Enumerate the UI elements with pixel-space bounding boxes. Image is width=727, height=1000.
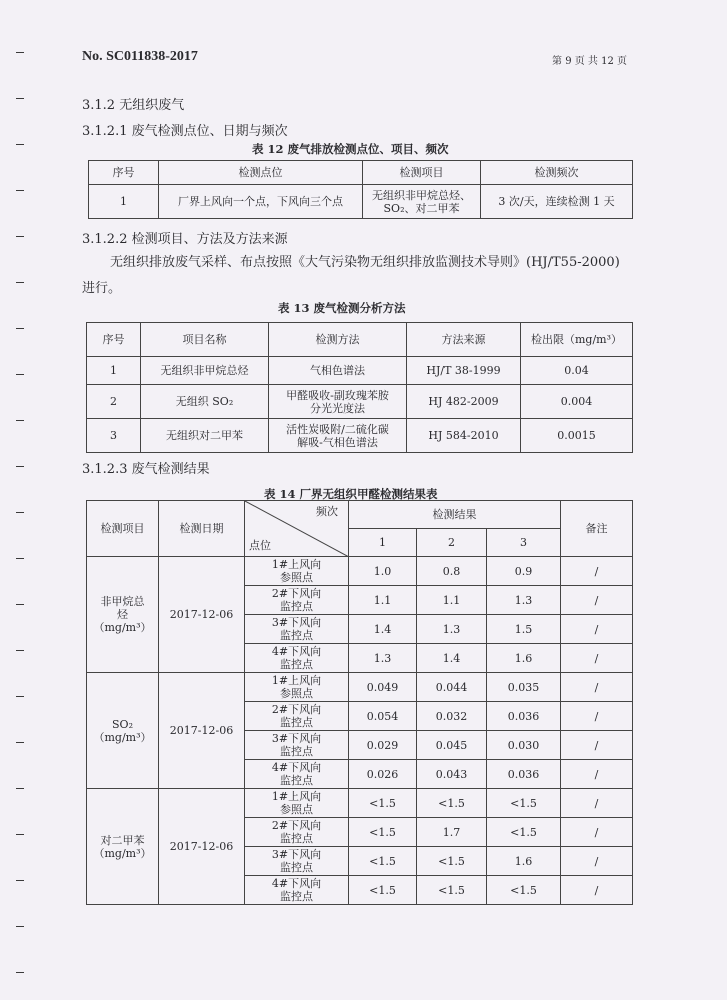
table14-value-2: 1.1 <box>417 586 487 615</box>
table13 <box>86 322 633 453</box>
table14-point-label: 4#下风向 <box>271 877 322 890</box>
table14-item-label: 对二甲苯 <box>100 833 145 847</box>
table14-point-cell <box>245 818 349 847</box>
table14-point-label: 2#下风向 <box>271 819 322 832</box>
table14-point-cell <box>245 876 349 905</box>
table13-row1-source: HJ/T 38-1999 <box>407 357 521 385</box>
table12-header-no: 序号 <box>89 161 159 185</box>
section-heading-3-1-2-1: 3.1.2.1 废气检测点位、日期与频次 <box>82 124 288 139</box>
table14-header-remark: 备注 <box>561 501 633 557</box>
table12-cell-point: 厂界上风向一个点，下风向三个点 <box>159 185 363 219</box>
table14-header-n3: 3 <box>487 529 561 557</box>
table14-value-3: <1.5 <box>487 818 561 847</box>
table14-remark: / <box>561 702 633 731</box>
table13-row1-no: 1 <box>87 357 141 385</box>
table14-value-3: 1.6 <box>487 644 561 673</box>
table13-row2-limit: 0.004 <box>521 385 633 419</box>
table14-point-cell <box>245 615 349 644</box>
table12-header-item: 检测项目 <box>363 161 481 185</box>
table14-point-cell <box>245 789 349 818</box>
table14-point-cell <box>245 644 349 673</box>
table14-header-item: 检测项目 <box>87 501 159 557</box>
table14-value-3: <1.5 <box>487 789 561 818</box>
table12 <box>88 160 633 219</box>
table14-point-label: 2#下风向 <box>271 703 322 716</box>
table14-header-freq: 频次 <box>316 505 338 518</box>
table13-row2-method-line1: 甲醛吸收-副玫瑰苯胺 <box>286 388 389 402</box>
table14-header-diagonal <box>245 501 349 557</box>
table14-remark: / <box>561 557 633 586</box>
table12-caption: 表 12 废气排放检测点位、项目、频次 <box>252 142 449 156</box>
table14-header-point: 点位 <box>249 539 271 552</box>
table14-value-1: <1.5 <box>349 847 417 876</box>
table14-item-cell <box>87 673 159 789</box>
table14-value-3: 0.036 <box>487 702 561 731</box>
table13-row2-method-line2: 分光光度法 <box>310 401 365 415</box>
table14-point-label: 3#下风向 <box>271 616 322 629</box>
table14-value-1: 1.1 <box>349 586 417 615</box>
table14-value-3: 0.030 <box>487 731 561 760</box>
table12-header-point: 检测点位 <box>159 161 363 185</box>
table14-caption: 表 14 厂界无组织甲醛检测结果表 <box>264 487 438 501</box>
table14-point-cell <box>245 586 349 615</box>
table14-point-label: 3#下风向 <box>271 732 322 745</box>
table13-header-source: 方法来源 <box>407 323 521 357</box>
table14-point-cell <box>245 731 349 760</box>
table14-point-label: 监控点 <box>280 861 313 874</box>
table14-value-2: 0.044 <box>417 673 487 702</box>
table14-value-1: <1.5 <box>349 818 417 847</box>
table13-header-no: 序号 <box>87 323 141 357</box>
table13-row3-name: 无组织对二甲苯 <box>141 419 269 453</box>
table12-item-line1: 无组织非甲烷总烃、 <box>372 188 471 202</box>
table14-remark: / <box>561 876 633 905</box>
table14-value-1: 1.4 <box>349 615 417 644</box>
table14 <box>86 500 633 905</box>
table13-header-name: 项目名称 <box>141 323 269 357</box>
table14-value-2: 0.8 <box>417 557 487 586</box>
table14-value-2: 0.043 <box>417 760 487 789</box>
paragraph-line1: 无组织排放废气采样、布点按照《大气污染物无组织排放监测技术导则》(HJ/T55-2000) <box>110 255 620 270</box>
table14-point-label: 参照点 <box>280 687 313 700</box>
table12-cell-freq: 3 次/天，连续检测 1 天 <box>481 185 633 219</box>
table14-value-3: 1.5 <box>487 615 561 644</box>
table14-header-n1: 1 <box>349 529 417 557</box>
table14-date-cell: 2017-12-06 <box>159 789 245 905</box>
table14-value-2: 0.032 <box>417 702 487 731</box>
table13-row3-no: 3 <box>87 419 141 453</box>
table14-value-3: 1.6 <box>487 847 561 876</box>
table14-value-2: <1.5 <box>417 789 487 818</box>
table13-row1-name: 无组织非甲烷总烃 <box>141 357 269 385</box>
table13-row2-no: 2 <box>87 385 141 419</box>
table13-row3-source: HJ 584-2010 <box>407 419 521 453</box>
table14-value-3: <1.5 <box>487 876 561 905</box>
table14-remark: / <box>561 586 633 615</box>
table12-item-line2: SO₂、对二甲苯 <box>383 201 460 215</box>
table14-item-cell <box>87 789 159 905</box>
table14-value-1: 1.3 <box>349 644 417 673</box>
table13-row3-method <box>269 419 407 453</box>
table14-point-label: 2#下风向 <box>271 587 322 600</box>
table13-row2-source: HJ 482-2009 <box>407 385 521 419</box>
table14-value-1: 0.049 <box>349 673 417 702</box>
table14-point-label: 监控点 <box>280 716 313 729</box>
section-heading-3-1-2-2: 3.1.2.2 检测项目、方法及方法来源 <box>82 232 288 247</box>
table14-point-label: 监控点 <box>280 629 313 642</box>
table14-remark: / <box>561 644 633 673</box>
table14-remark: / <box>561 673 633 702</box>
table12-cell-item <box>363 185 481 219</box>
table14-item-label: （mg/m³） <box>93 846 152 860</box>
table14-point-cell <box>245 557 349 586</box>
table14-remark: / <box>561 731 633 760</box>
table14-row <box>87 673 633 702</box>
table14-point-cell <box>245 760 349 789</box>
table14-value-2: 1.3 <box>417 615 487 644</box>
table14-remark: / <box>561 818 633 847</box>
table14-point-cell <box>245 673 349 702</box>
table14-value-3: 0.036 <box>487 760 561 789</box>
table14-point-label: 1#上风向 <box>271 558 322 571</box>
binding-margin-marks <box>16 40 24 980</box>
table14-value-1: 0.026 <box>349 760 417 789</box>
table14-item-label: 烃 <box>117 608 128 621</box>
table14-value-2: 0.045 <box>417 731 487 760</box>
table14-date-cell: 2017-12-06 <box>159 673 245 789</box>
table14-point-label: 参照点 <box>280 571 313 584</box>
table14-value-2: 1.4 <box>417 644 487 673</box>
table14-remark: / <box>561 760 633 789</box>
table14-value-2: <1.5 <box>417 876 487 905</box>
table14-value-3: 0.035 <box>487 673 561 702</box>
table14-remark: / <box>561 615 633 644</box>
table14-point-label: 参照点 <box>280 803 313 816</box>
table14-header-date: 检测日期 <box>159 501 245 557</box>
table13-row3-limit: 0.0015 <box>521 419 633 453</box>
report-number: No. SC011838-2017 <box>82 49 198 64</box>
table14-item-label: （mg/m³） <box>93 621 152 634</box>
table14-point-cell <box>245 847 349 876</box>
table14-value-1: 1.0 <box>349 557 417 586</box>
table14-point-label: 监控点 <box>280 890 313 903</box>
table14-item-label: SO₂ <box>112 717 133 731</box>
table14-item-cell <box>87 557 159 673</box>
table13-row2-name: 无组织 SO₂ <box>141 385 269 419</box>
section-heading-3-1-2-3: 3.1.2.3 废气检测结果 <box>82 462 210 477</box>
table13-row1-method: 气相色谱法 <box>269 357 407 385</box>
table14-value-2: <1.5 <box>417 847 487 876</box>
table13-caption: 表 13 废气检测分析方法 <box>278 301 406 315</box>
table14-value-3: 0.9 <box>487 557 561 586</box>
table14-date-cell: 2017-12-06 <box>159 557 245 673</box>
section-heading-3-1-2: 3.1.2 无组织废气 <box>82 98 185 113</box>
table13-row2-method <box>269 385 407 419</box>
table14-point-label: 1#上风向 <box>271 790 322 803</box>
table14-point-label: 监控点 <box>280 600 313 613</box>
table14-point-label: 监控点 <box>280 745 313 758</box>
table14-value-2: 1.7 <box>417 818 487 847</box>
table14-header-results: 检测结果 <box>349 501 561 529</box>
table14-item-label: （mg/m³） <box>93 730 152 744</box>
table14-point-cell <box>245 702 349 731</box>
table14-remark: / <box>561 789 633 818</box>
table12-header-freq: 检测频次 <box>481 161 633 185</box>
table13-row3-method-line1: 活性炭吸附/二硫化碳 <box>286 422 389 436</box>
table14-remark: / <box>561 847 633 876</box>
table14-value-1: 0.029 <box>349 731 417 760</box>
table14-point-label: 监控点 <box>280 774 313 787</box>
table14-point-label: 监控点 <box>280 658 313 671</box>
table14-row <box>87 789 633 818</box>
table14-value-1: <1.5 <box>349 789 417 818</box>
table14-value-1: <1.5 <box>349 876 417 905</box>
page-indicator: 第 9 页 共 12 页 <box>552 56 627 67</box>
table14-point-label: 4#下风向 <box>271 761 322 774</box>
table14-item-label: 非甲烷总 <box>100 595 145 608</box>
table13-row3-method-line2: 解吸-气相色谱法 <box>297 435 378 449</box>
table14-point-label: 1#上风向 <box>271 674 322 687</box>
table12-cell-no: 1 <box>89 185 159 219</box>
table13-header-limit: 检出限（mg/m³） <box>521 323 633 357</box>
table14-point-label: 4#下风向 <box>271 645 322 658</box>
table14-row <box>87 557 633 586</box>
paragraph-line2: 进行。 <box>82 281 122 296</box>
table13-header-method: 检测方法 <box>269 323 407 357</box>
table13-row1-limit: 0.04 <box>521 357 633 385</box>
table14-point-label: 监控点 <box>280 832 313 845</box>
table14-value-1: 0.054 <box>349 702 417 731</box>
table14-value-3: 1.3 <box>487 586 561 615</box>
table14-header-n2: 2 <box>417 529 487 557</box>
table14-point-label: 3#下风向 <box>271 848 322 861</box>
